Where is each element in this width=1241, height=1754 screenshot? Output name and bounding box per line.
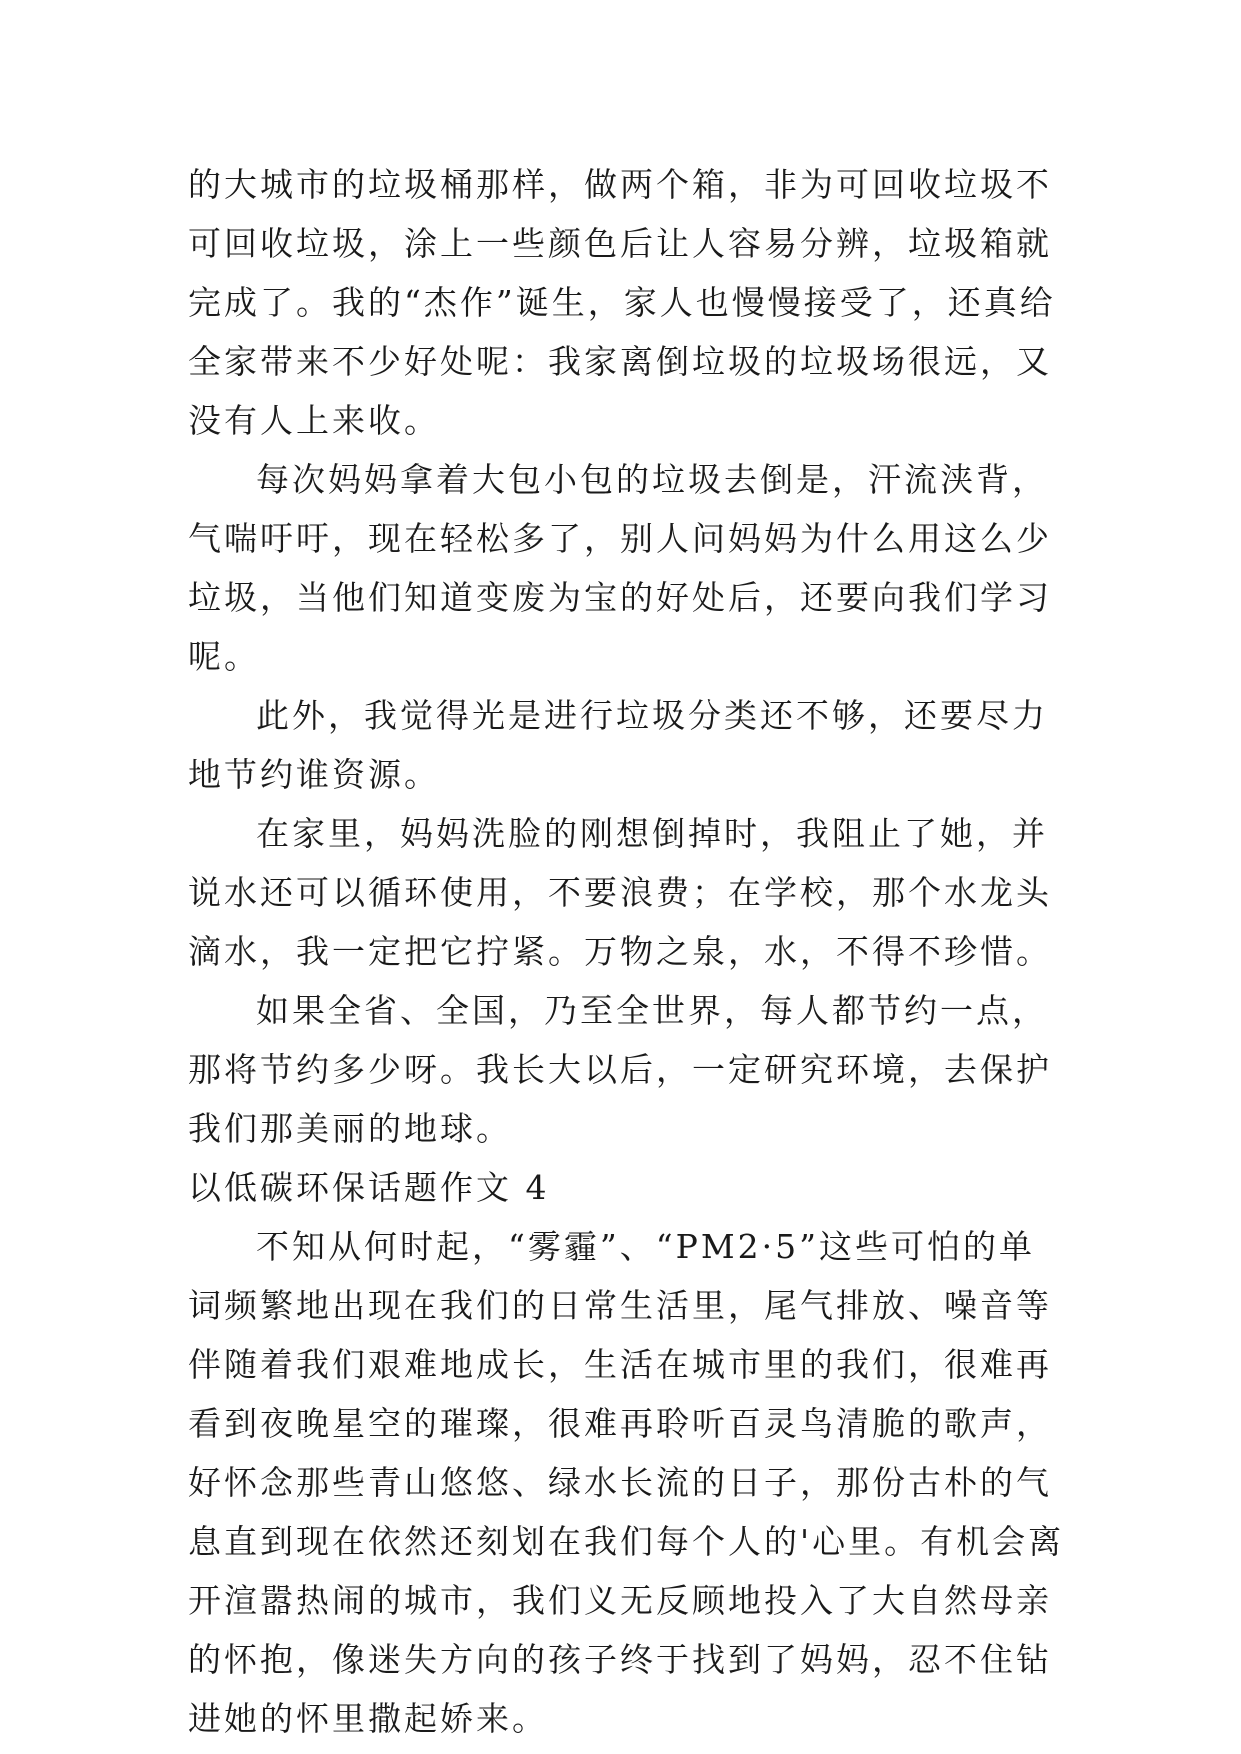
paragraph-4: 在家里，妈妈洗脸的刚想倒掉时，我阻止了她，并说水还可以循环使用，不要浪费；在学校，那个水龙头滴水，我一定把它拧紧。万物之泉，水，不得不珍惜。 (188, 814, 1052, 971)
paragraph-6: 不知从何时起，“雾霾”、“PM2·5”这些可怕的单词频繁地出现在我们的日常生活里，尾气排放、噪音等伴随着我们艰难地成长，生活在城市里的我们，很难再看到夜晚星空的璀璨，很难再聆听百灵鸟清脆的歌声，好怀念那些青山悠悠、绿水长流的日子，那份古朴的气息直到现在依然还刻划在我们每个人的'心里。有机会离开渲嚣热闹的城市，我们义无反顾地投入了大自然母亲的怀抱，像迷失方向的孩子终于找到了妈妈，忍不住钻进她的怀里撒起娇来。 (188, 1227, 1065, 1738)
paragraph-2: 每次妈妈拿着大包小包的垃圾去倒是，汗流浃背，气喘吁吁，现在轻松多了，别人问妈妈为什么用这么少垃圾，当他们知道变废为宝的好处后，还要向我们学习呢。 (188, 460, 1052, 676)
paragraph-1: 的大城市的垃圾桶那样，做两个箱，非为可回收垃圾不可回收垃圾，涂上一些颜色后让人容易分辨，垃圾箱就完成了。我的“杰作”诞生，家人也慢慢接受了，还真给全家带来不少好处呢：我家离倒垃圾的垃圾场很远，又没有人上来收。 (188, 165, 1056, 440)
paragraph-3: 此外，我觉得光是进行垃圾分类还不够，还要尽力地节约谁资源。 (188, 696, 1048, 794)
section-heading: 以低碳环保话题作文 4 (188, 1168, 550, 1207)
paragraph-5: 如果全省、全国，乃至全世界，每人都节约一点，那将节约多少呀。我长大以后，一定研究环境，去保护我们那美丽的地球。 (188, 991, 1052, 1148)
document-page (188, 155, 1068, 1748)
